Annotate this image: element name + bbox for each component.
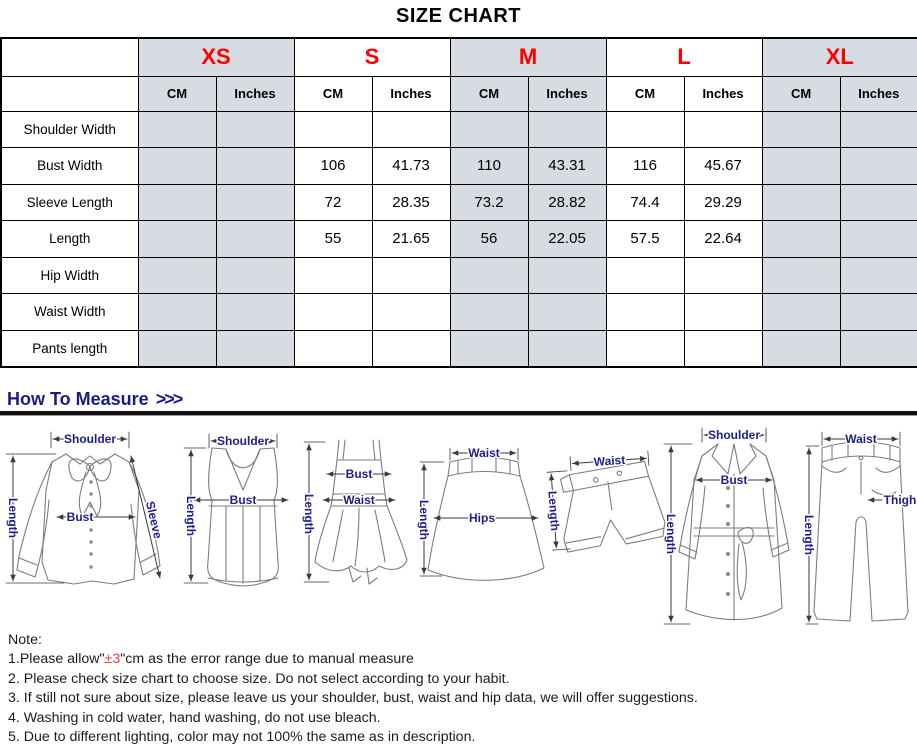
value-cell (762, 148, 840, 185)
size-chart-table (0, 37, 917, 368)
value-cell: 29.29 (684, 184, 762, 221)
figure-label: Length (545, 490, 563, 532)
value-cell (216, 221, 294, 258)
value-cell (138, 257, 216, 294)
size-header-m: M (450, 38, 606, 76)
size-header-xl: XL (762, 38, 917, 76)
figure-label: Shoulder (63, 432, 117, 446)
value-cell (138, 330, 216, 367)
figure-label: Bust (66, 510, 94, 524)
table-corner (1, 38, 138, 76)
value-cell (762, 330, 840, 367)
value-cell (216, 111, 294, 148)
value-cell (684, 330, 762, 367)
row-label: Hip Width (1, 257, 138, 294)
figure-shorts (545, 452, 670, 586)
row-label: Waist Width (1, 294, 138, 331)
value-cell: 45.67 (684, 148, 762, 185)
figure-skirt (417, 446, 552, 590)
value-cell (762, 257, 840, 294)
table-corner-units (1, 76, 138, 111)
figure-pants (802, 432, 917, 630)
page-title: SIZE CHART (396, 5, 521, 27)
value-cell (840, 294, 917, 331)
unit-header-xs-inches: Inches (216, 76, 294, 111)
figure-label: Length (302, 494, 316, 534)
note-1-suffix: "cm as the error range due to manual measure (120, 651, 414, 668)
value-cell (684, 111, 762, 148)
value-cell (840, 330, 917, 367)
figure-label: Length (802, 515, 816, 555)
figure-label: Waist (593, 452, 626, 469)
value-cell (138, 184, 216, 221)
unit-header-m-cm: CM (450, 76, 528, 111)
value-cell: 73.2 (450, 184, 528, 221)
note-line-1 (8, 650, 910, 669)
value-cell (840, 257, 917, 294)
divider-rule (0, 411, 917, 416)
unit-header-s-inches: Inches (372, 76, 450, 111)
figure-label: Sleeve (142, 499, 166, 541)
value-cell (840, 184, 917, 221)
value-cell (372, 111, 450, 148)
value-cell (606, 294, 684, 331)
value-cell: 106 (294, 148, 372, 185)
how-to-measure-heading (7, 389, 181, 410)
figure-label: Bust (720, 473, 748, 487)
value-cell (762, 221, 840, 258)
value-cell (606, 330, 684, 367)
value-cell (138, 221, 216, 258)
figure-label: Waist (468, 446, 500, 460)
value-cell (372, 257, 450, 294)
notes-heading: Note: (8, 632, 42, 648)
value-cell: 28.35 (372, 184, 450, 221)
note-line-2: 2. Please check size chart to choose size. Do not select according to your habit. (8, 670, 510, 687)
notes-section (8, 631, 910, 747)
value-cell: 116 (606, 148, 684, 185)
unit-header-xl-cm: CM (762, 76, 840, 111)
note-line-3: 3. If still not sure about size, please leave us your shoulder, bust, waist and hip data, we will offer suggestions. (8, 690, 698, 707)
note-line-5: 5. Due to different lighting, color may not 100% the same as in description. (8, 729, 476, 746)
value-cell (294, 111, 372, 148)
figure-label: Length (417, 500, 431, 540)
unit-header-s-cm: CM (294, 76, 372, 111)
value-cell (684, 294, 762, 331)
unit-header-xl-inches: Inches (840, 76, 917, 111)
value-cell: 22.05 (528, 221, 606, 258)
unit-header-m-inches: Inches (528, 76, 606, 111)
value-cell (216, 257, 294, 294)
figure-label: Waist (845, 432, 877, 446)
value-cell (762, 184, 840, 221)
value-cell: 74.4 (606, 184, 684, 221)
row-label: Bust Width (1, 148, 138, 185)
value-cell (528, 294, 606, 331)
value-cell (372, 294, 450, 331)
value-cell: 28.82 (528, 184, 606, 221)
value-cell: 57.5 (606, 221, 684, 258)
value-cell (216, 330, 294, 367)
how-to-measure-text: How To Measure (7, 389, 149, 409)
row-label: Length (1, 221, 138, 258)
row-label: Sleeve Length (1, 184, 138, 221)
figure-coat (662, 428, 806, 632)
value-cell (450, 111, 528, 148)
figure-label: Shoulder (216, 434, 270, 448)
figure-dress (303, 436, 417, 592)
value-cell (138, 148, 216, 185)
chevrons-icon: >>> (155, 389, 182, 409)
value-cell: 43.31 (528, 148, 606, 185)
value-cell (528, 330, 606, 367)
value-cell (840, 221, 917, 258)
value-cell (372, 330, 450, 367)
value-cell (450, 330, 528, 367)
value-cell (762, 294, 840, 331)
value-cell (294, 294, 372, 331)
figure-label: Shoulder (707, 428, 761, 442)
note-line-4: 4. Washing in cold water, hand washing, do not use bleach. (8, 709, 381, 726)
size-header-xs: XS (138, 38, 294, 76)
value-cell (528, 111, 606, 148)
figure-label: Length (184, 496, 198, 536)
value-cell (216, 294, 294, 331)
value-cell (216, 148, 294, 185)
unit-header-l-cm: CM (606, 76, 684, 111)
value-cell (294, 257, 372, 294)
figure-label: Thigh (883, 493, 917, 507)
value-cell (528, 257, 606, 294)
row-label: Shoulder Width (1, 111, 138, 148)
value-cell: 21.65 (372, 221, 450, 258)
figure-vest (182, 432, 300, 590)
figure-label: Waist (343, 493, 375, 507)
value-cell (138, 111, 216, 148)
value-cell (840, 148, 917, 185)
value-cell (606, 257, 684, 294)
size-header-s: S (294, 38, 450, 76)
value-cell (840, 111, 917, 148)
figure-label: Length (6, 498, 20, 538)
value-cell (138, 294, 216, 331)
figure-label: Bust (229, 493, 257, 507)
value-cell: 41.73 (372, 148, 450, 185)
value-cell (450, 294, 528, 331)
figure-label: Hips (468, 511, 496, 525)
unit-header-l-inches: Inches (684, 76, 762, 111)
note-tolerance-value: ±3 (104, 651, 121, 668)
value-cell (684, 257, 762, 294)
row-label: Pants length (1, 330, 138, 367)
value-cell (450, 257, 528, 294)
unit-header-xs-cm: CM (138, 76, 216, 111)
note-1-prefix: 1.Please allow" (8, 651, 105, 668)
figure-label: Bust (345, 467, 373, 481)
value-cell (294, 330, 372, 367)
size-header-l: L (606, 38, 762, 76)
value-cell: 56 (450, 221, 528, 258)
figure-blouse (4, 430, 176, 596)
value-cell: 110 (450, 148, 528, 185)
value-cell: 22.64 (684, 221, 762, 258)
measure-figures (0, 424, 917, 631)
value-cell (606, 111, 684, 148)
value-cell (762, 111, 840, 148)
value-cell: 55 (294, 221, 372, 258)
value-cell: 72 (294, 184, 372, 221)
figure-label: Length (664, 514, 678, 554)
value-cell (216, 184, 294, 221)
